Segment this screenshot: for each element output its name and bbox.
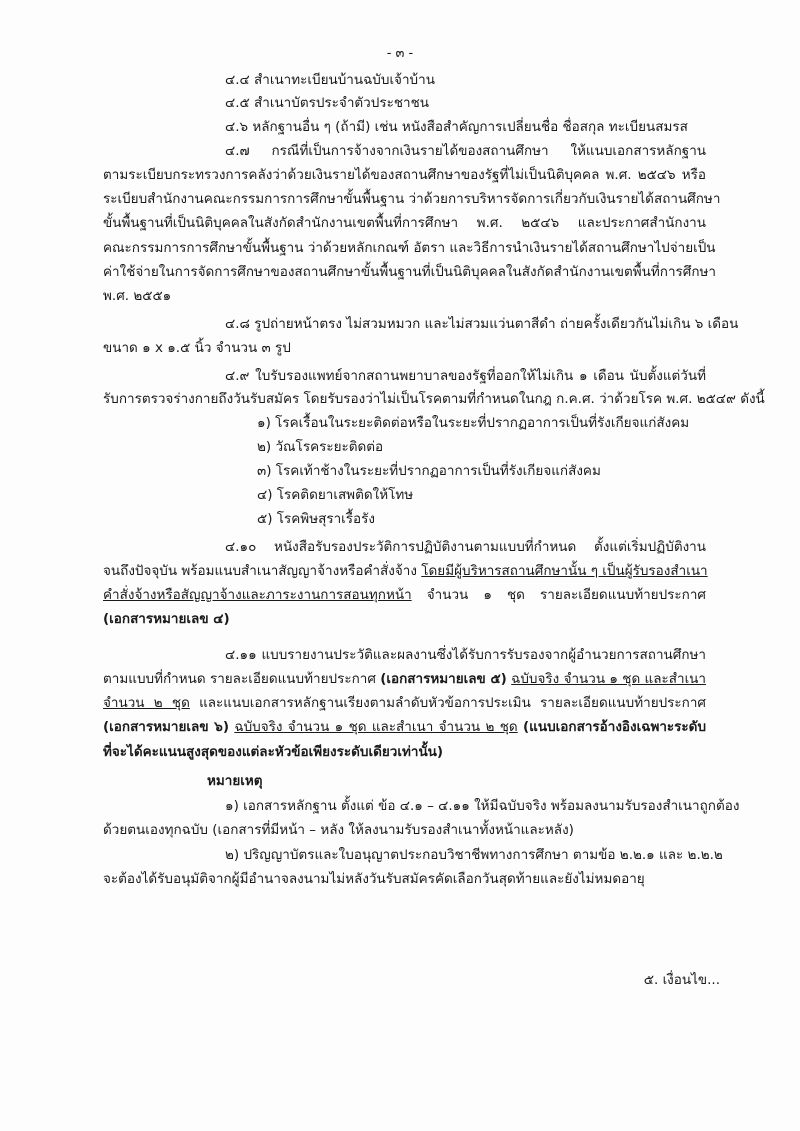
text-line: [225, 70, 435, 90]
text-line: [103, 609, 230, 629]
text-line: [103, 742, 443, 762]
text-line: [225, 314, 739, 334]
text-line: [103, 820, 574, 840]
text-segment: ตามระเบียบกระทรวงการคลังว่าด้วยเงินรายได้ของสถานศึกษาของรัฐที่ไม่เป็นนิติบุคคล พ.ศ. ๒๕๔๖ หรือ: [103, 167, 706, 183]
text-segment: ๓) โรคเท้าช้างในระยะที่ปรากฏอาการเป็นที่รังเกียจแก่สังคม: [257, 463, 601, 479]
text-line: [103, 262, 717, 282]
text-line: [257, 509, 375, 529]
text-segment: จะต้องได้รับอนุมัติจากผู้มีอำนาจลงนามไม่หลังวันรับสมัครคัดเลือกวันสุดท้ายและยังไม่หมดอายุ: [103, 871, 645, 887]
text-segment: ๔) โรคติดยาเสพติดให้โทษ: [257, 487, 414, 503]
text-line: [225, 366, 706, 386]
text-line: [103, 286, 171, 306]
page-number: - ๓ -: [386, 46, 414, 61]
text-line: [225, 796, 740, 816]
text-segment: ตามแบบที่กำหนด รายละเอียดแนบท้ายประกาศ: [103, 671, 381, 687]
text-line: [103, 585, 706, 605]
text-line: [225, 845, 723, 865]
text-line: [225, 645, 706, 665]
bold-text: ที่จะได้คะแนนสูงสุดของแต่ละหัวข้อเพียงระดับเดียวเท่านั้น): [103, 744, 444, 760]
text-line: [103, 717, 706, 737]
bold-text: หมายเหตุ: [207, 773, 263, 789]
text-segment: ๔.๔ สำเนาทะเบียนบ้านฉบับเจ้าบ้าน: [225, 72, 435, 88]
text-segment: พ.ศ. ๒๕๕๑: [103, 288, 172, 304]
text-segment: ๔.๗ กรณีที่เป็นการจ้างจากเงินรายได้ของสถานศึกษา ให้แนบเอกสารหลักฐาน: [225, 143, 706, 159]
underlined-text: คำสั่งจ้างหรือสัญญาจ้างและภาระงานการสอนทุกหน้า: [103, 587, 412, 603]
text-line: [103, 165, 706, 185]
bold-text: (เอกสารหมายเลข ๖): [103, 719, 230, 735]
text-line: [207, 771, 263, 791]
text-line: [225, 537, 706, 557]
text-line: [257, 461, 601, 481]
text-segment: ๔.๕ สำเนาบัตรประจำตัวประชาชน: [225, 95, 429, 111]
text-line: [103, 869, 645, 889]
text-line: [103, 189, 721, 209]
text-segment: ๔.๑๑ แบบรายงานประวัติและผลงานซึ่งได้รับการรับรองจากผู้อำนวยการสถานศึกษา: [225, 647, 706, 663]
text-segment: ๑) เอกสารหลักฐาน ตั้งแต่ ข้อ ๔.๑ – ๔.๑๑ ให้มีฉบับจริง พร้อมลงนามรับรองสำเนาถูกต้อง: [225, 798, 740, 814]
text-line: [103, 238, 716, 258]
text-segment: และแนบเอกสารหลักฐานเรียงตามลำดับหัวข้อการประเมิน รายละเอียดแนบท้ายประกาศ: [189, 695, 706, 711]
bold-text: (แนบเอกสารอ้างอิงเฉพาะระดับ: [523, 719, 707, 735]
underlined-text: ฉบับจริง จำนวน ๑ ชุด และสำเนา: [511, 671, 706, 687]
text-line: [225, 93, 429, 113]
text-segment: ขั้นพื้นฐานที่เป็นนิติบุคคลในสังกัดสำนักงานเขตพื้นที่การศึกษา พ.ศ. ๒๕๔๖ และประกาศสำนักงาน: [103, 215, 706, 231]
text-segment: ๕) โรคพิษสุราเรื้อรัง: [257, 511, 375, 527]
text-segment: ๔.๑๐ หนังสือรับรองประวัติการปฏิบัติงานตามแบบที่กำหนด ตั้งแต่เริ่มปฏิบัติงาน: [225, 539, 706, 555]
text-segment: ๔.๘ รูปถ่ายหน้าตรง ไม่สวมหมวก และไม่สวมแว่นตาสีดำ ถ่ายครั้งเดียวกันไม่เกิน ๖ เดือน: [225, 316, 739, 332]
text-line: [103, 338, 291, 358]
text-line: [257, 413, 689, 433]
text-line: [103, 389, 765, 409]
underlined-text: จำนวน ๒ ชุด: [103, 695, 190, 711]
text-segment: ๒) ปริญญาบัตรและใบอนุญาตประกอบวิชาชีพทางการศึกษา ตามข้อ ๒.๒.๑ และ ๒.๒.๒: [225, 847, 723, 863]
text-line: [257, 437, 383, 457]
text-segment: จนถึงปัจจุบัน พร้อมแนบสำเนาสัญญาจ้างหรือคำสั่งจ้าง: [103, 563, 422, 579]
text-segment: ระเบียบสำนักงานคณะกรรมการการศึกษาขั้นพื้นฐาน ว่าด้วยการบริหารจัดการเกี่ยวกับเงินรายได้สถานศึกษา: [103, 191, 721, 207]
next-page-continuation: ๕. เงื่อนไข...: [643, 972, 720, 988]
text-segment: คณะกรรมการการศึกษาขั้นพื้นฐาน ว่าด้วยหลักเกณฑ์ อัตรา และวิธีการนำเงินรายได้สถานศึกษาไปจ่ายเป็น: [103, 240, 716, 256]
text-segment: ๑) โรคเรื้อนในระยะติดต่อหรือในระยะที่ปรากฏอาการเป็นที่รังเกียจแก่สังคม: [257, 415, 690, 431]
text-line: [225, 141, 706, 161]
text-segment: ค่าใช้จ่ายในการจัดการศึกษาของสถานศึกษาขั้นพื้นฐานที่เป็นนิติบุคคลในสังกัดสำนักงานเขตพื้นที่การศึกษา: [103, 264, 717, 280]
text-line: [103, 213, 706, 233]
text-segment: จำนวน ๑ ชุด รายละเอียดแนบท้ายประกาศ: [411, 587, 706, 603]
text-segment: ขนาด ๑ x ๑.๕ นิ้ว จำนวน ๓ รูป: [103, 340, 291, 356]
text-line: [103, 693, 706, 713]
text-line: [257, 485, 413, 505]
underlined-text: โดยมีผู้บริหารสถานศึกษานั้น ๆ เป็นผู้รับรองสำเนา: [421, 563, 708, 579]
text-segment: ๔.๖ หลักฐานอื่น ๆ (ถ้ามี) เช่น หนังสือสำคัญการเปลี่ยนชื่อ ชื่อสกุล ทะเบียนสมรส: [225, 119, 688, 135]
text-line: [103, 669, 706, 689]
text-line: [225, 117, 688, 137]
bold-text: (เอกสารหมายเลข ๕): [380, 671, 507, 687]
bold-text: (เอกสารหมายเลข ๔): [103, 611, 230, 627]
text-segment: รับการตรวจร่างกายถึงวันรับสมัคร โดยรับรองว่าไม่เป็นโรคตามที่กำหนดในกฎ ก.ค.ศ. ว่าด้วยโรค พ.ศ. ๒๕๔๙ ดังนี้: [103, 391, 765, 407]
underlined-text: ฉบับจริง จำนวน ๑ ชุด และสำเนา จำนวน ๒ ชุด: [234, 719, 518, 735]
text-segment: ด้วยตนเองทุกฉบับ (เอกสารที่มีหน้า – หลัง ให้ลงนามรับรองสำเนาทั้งหน้าและหลัง): [103, 822, 574, 838]
text-segment: ๒) วัณโรคระยะติดต่อ: [257, 439, 384, 455]
text-line: [103, 561, 706, 581]
text-segment: ๔.๙ ใบรับรองแพทย์จากสถานพยาบาลของรัฐที่ออกให้ไม่เกิน ๑ เดือน นับตั้งแต่วันที่: [225, 368, 706, 384]
